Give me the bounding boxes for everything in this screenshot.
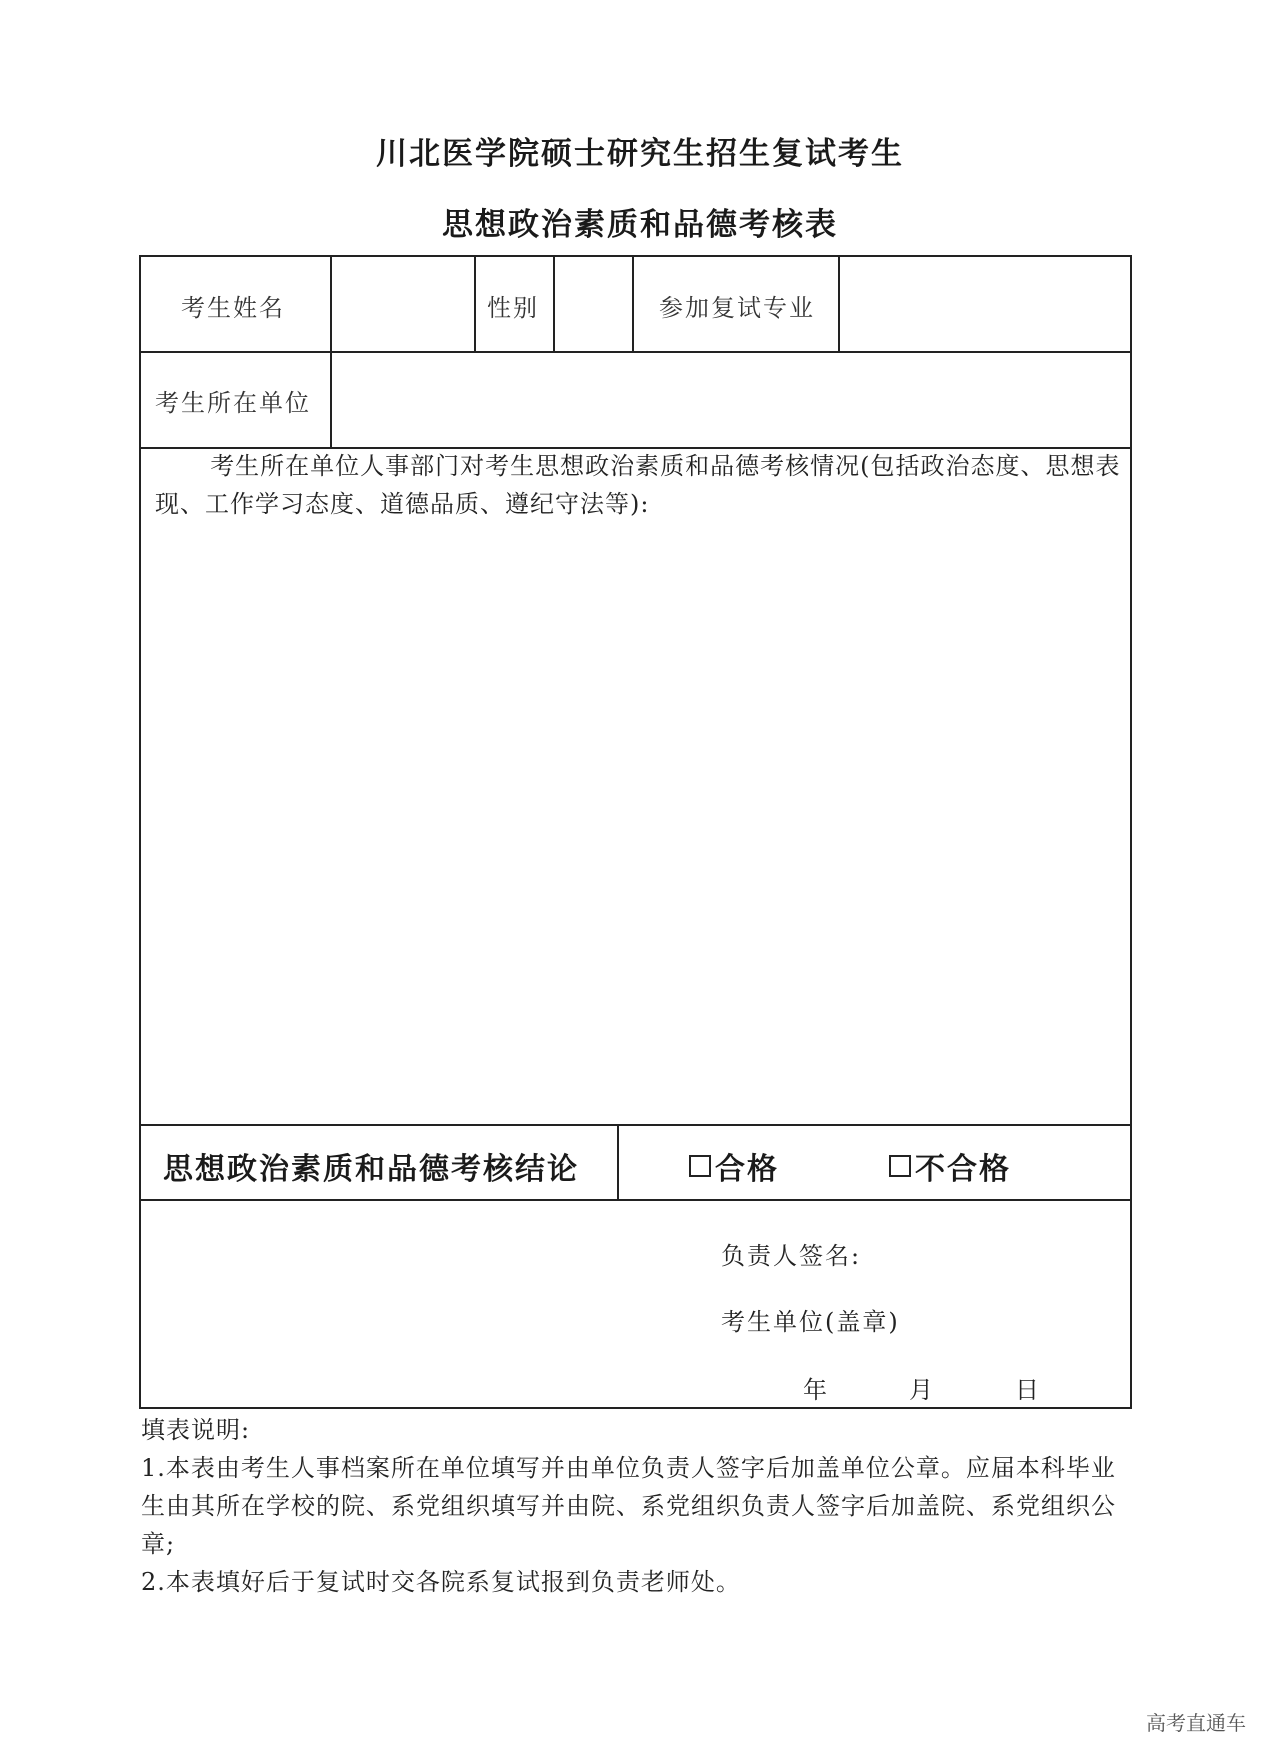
date-day-label: 日 bbox=[1015, 1376, 1039, 1404]
pass-checkbox[interactable] bbox=[689, 1155, 711, 1177]
pass-option[interactable] bbox=[689, 1144, 779, 1188]
form-title-line1: 川北医学院硕士研究生招生复试考生 bbox=[376, 136, 904, 172]
date-month-label: 月 bbox=[909, 1376, 933, 1404]
candidate-unit-field[interactable] bbox=[332, 353, 1130, 447]
assessment-content-area[interactable] bbox=[141, 449, 1130, 1124]
pass-option-label: 合格 bbox=[715, 1152, 779, 1187]
row-divider-3 bbox=[141, 1124, 1130, 1126]
retest-major-field[interactable] bbox=[840, 257, 1130, 351]
fail-option-label: 不合格 bbox=[915, 1152, 1011, 1187]
row-divider-4 bbox=[141, 1199, 1130, 1201]
date-year-label: 年 bbox=[803, 1376, 827, 1404]
gender-label: 性别 bbox=[487, 294, 539, 322]
candidate-name-field[interactable] bbox=[332, 257, 474, 351]
assessment-prompt: 考生所在单位人事部门对考生思想政治素质和品德考核情况(包括政治态度、思想表现、工作学习态度、道德品质、遵纪守法等): bbox=[155, 452, 1121, 518]
gender-field[interactable] bbox=[555, 257, 632, 351]
fail-checkbox[interactable] bbox=[889, 1155, 911, 1177]
unit-seal-label: 考生单位(盖章) bbox=[721, 1308, 900, 1336]
assessment-form-table bbox=[139, 255, 1132, 1409]
col-divider-2 bbox=[474, 257, 476, 351]
fail-option[interactable] bbox=[889, 1144, 1011, 1188]
filling-instructions bbox=[141, 1411, 1131, 1601]
candidate-unit-label: 考生所在单位 bbox=[155, 389, 311, 417]
responsible-person-signature-label: 负责人签名: bbox=[721, 1242, 862, 1270]
conclusion-label: 思想政治素质和品德考核结论 bbox=[163, 1152, 579, 1187]
instructions-heading: 填表说明: bbox=[141, 1416, 251, 1444]
instruction-item-2: 2.本表填好后于复试时交各院系复试报到负责老师处。 bbox=[141, 1568, 741, 1596]
watermark-text: 高考直通车 bbox=[1146, 1711, 1246, 1735]
col-divider-conclusion bbox=[617, 1124, 619, 1199]
retest-major-label: 参加复试专业 bbox=[659, 294, 815, 322]
candidate-name-label: 考生姓名 bbox=[181, 294, 285, 322]
instruction-item-1: 1.本表由考生人事档案所在单位填写并由单位负责人签字后加盖单位公章。应届本科毕业生由其所在学校的院、系党组织填写并由院、系党组织负责人签字后加盖院、系党组织公章; bbox=[141, 1454, 1116, 1558]
col-divider-4 bbox=[632, 257, 634, 351]
form-title-line2: 思想政治素质和品德考核表 bbox=[442, 207, 838, 243]
